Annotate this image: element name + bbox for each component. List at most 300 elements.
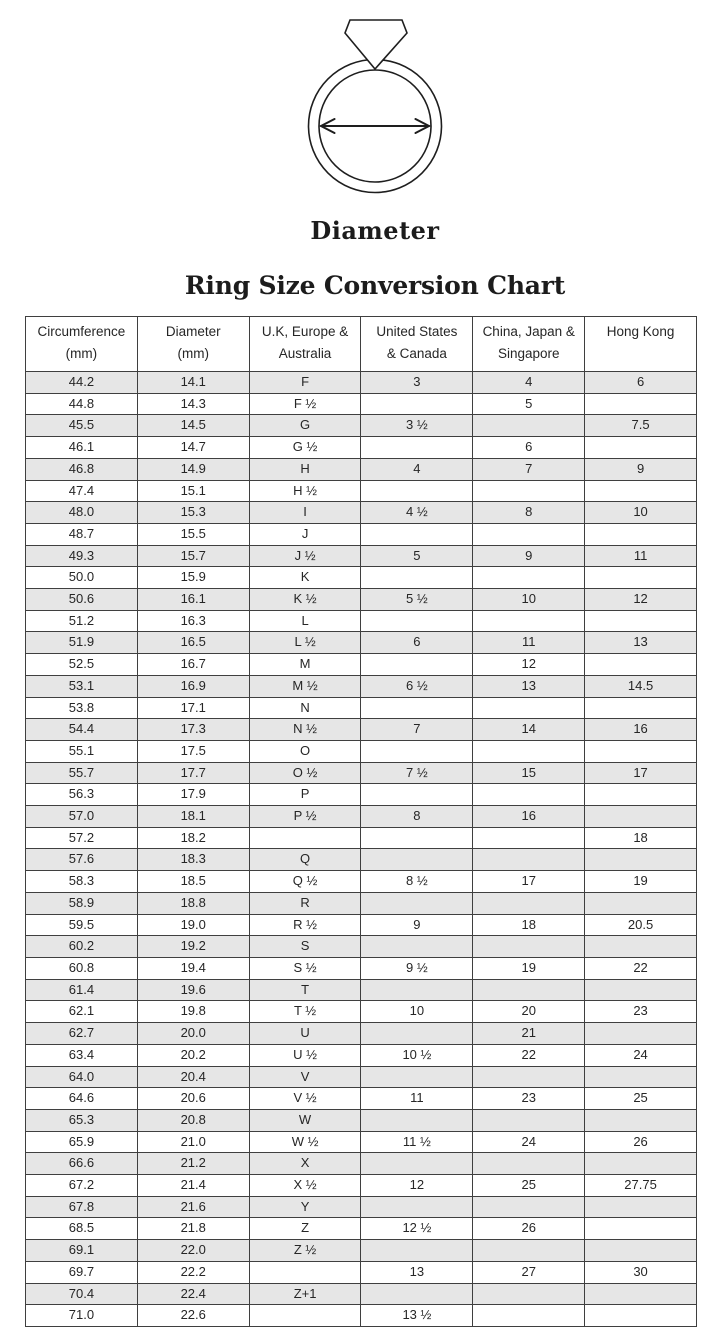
column-header-china-japan-singapore [473,317,585,372]
table-cell [473,480,585,502]
table-cell: 67.8 [26,1196,138,1218]
table-cell: 48.0 [26,502,138,524]
table-cell [585,654,697,676]
table-cell: 20 [473,1001,585,1023]
table-cell [585,1066,697,1088]
table-cell: 15.9 [137,567,249,589]
table-cell: 17.3 [137,719,249,741]
table-cell: 22.4 [137,1283,249,1305]
table-cell [361,1066,473,1088]
table-cell [473,740,585,762]
table-cell [361,610,473,632]
table-cell [361,437,473,459]
table-cell: 21.6 [137,1196,249,1218]
table-row [26,740,697,762]
table-cell: 19.6 [137,979,249,1001]
table-cell: 16.3 [137,610,249,632]
table-cell [585,610,697,632]
table-cell: 11 [361,1088,473,1110]
table-row [26,1283,697,1305]
table-cell: L [249,610,361,632]
table-cell: F ½ [249,393,361,415]
header-section [0,0,720,302]
table-cell: M ½ [249,675,361,697]
table-cell: N [249,697,361,719]
table-cell [361,979,473,1001]
table-row [26,502,697,524]
table-cell: 11 [473,632,585,654]
column-header-circumference [26,317,138,372]
table-cell: 69.7 [26,1261,138,1283]
table-cell: 10 [361,1001,473,1023]
diameter-arrow-icon [321,119,429,133]
table-cell: 16.5 [137,632,249,654]
table-cell: 19 [473,957,585,979]
table-cell [361,393,473,415]
table-cell: 71.0 [26,1305,138,1327]
table-cell: 16 [473,806,585,828]
table-cell: 53.8 [26,697,138,719]
column-header-us-canada [361,317,473,372]
table-cell: 12 ½ [361,1218,473,1240]
table-row [26,1109,697,1131]
table-cell: W ½ [249,1131,361,1153]
table-cell [361,1023,473,1045]
table-cell: 69.1 [26,1240,138,1262]
page-title: Ring Size Conversion Chart [184,271,566,300]
table-cell: 50.0 [26,567,138,589]
table-cell: 70.4 [26,1283,138,1305]
table-cell [585,892,697,914]
table-cell [361,523,473,545]
table-cell [585,523,697,545]
table-row [26,1218,697,1240]
table-body [26,372,697,1327]
table-cell: 14.7 [137,437,249,459]
table-cell: K ½ [249,589,361,611]
table-cell: 55.1 [26,740,138,762]
table-cell: 44.8 [26,393,138,415]
table-cell: 11 ½ [361,1131,473,1153]
table-cell: 13 ½ [361,1305,473,1327]
table-cell: 17 [585,762,697,784]
table-cell [585,480,697,502]
table-cell: Q ½ [249,871,361,893]
table-cell: 20.0 [137,1023,249,1045]
table-row [26,610,697,632]
table-cell [585,936,697,958]
table-cell: T [249,979,361,1001]
table-cell: U ½ [249,1044,361,1066]
table-cell: 14.9 [137,458,249,480]
table-row [26,806,697,828]
table-row [26,415,697,437]
table-cell [585,1153,697,1175]
table-cell: 24 [473,1131,585,1153]
table-cell [473,415,585,437]
column-header-line: Singapore [497,346,560,361]
column-header-line: (mm) [177,346,209,361]
table-cell [361,654,473,676]
table-cell: 17 [473,871,585,893]
table-cell [585,697,697,719]
table-cell: Z [249,1218,361,1240]
table-cell [473,1283,585,1305]
table-cell: 67.2 [26,1175,138,1197]
diameter-label: Diameter [310,216,440,245]
table-cell: G ½ [249,437,361,459]
table-row [26,1023,697,1045]
column-header-line: Australia [278,346,332,361]
table-cell: 49.3 [26,545,138,567]
table-cell: 10 [473,589,585,611]
table-cell: 9 [585,458,697,480]
table-cell: 3 ½ [361,415,473,437]
table-cell: H ½ [249,480,361,502]
table-cell: 8 [473,502,585,524]
table-cell [473,610,585,632]
table-cell [361,1240,473,1262]
table-cell: 15.1 [137,480,249,502]
column-header-line: Diameter [165,324,221,339]
table-cell [585,1283,697,1305]
table-cell: 17.9 [137,784,249,806]
table-cell: 4 ½ [361,502,473,524]
table-cell: 21.0 [137,1131,249,1153]
table-cell: 16.9 [137,675,249,697]
table-cell: 46.1 [26,437,138,459]
table-cell: 61.4 [26,979,138,1001]
table-row [26,654,697,676]
table-row [26,1001,697,1023]
table-cell [473,1240,585,1262]
table-cell: 22.0 [137,1240,249,1262]
table-cell: 10 ½ [361,1044,473,1066]
table-cell: 18 [473,914,585,936]
table-cell [249,827,361,849]
table-cell: 7 [473,458,585,480]
column-header-line: Hong Kong [606,324,675,339]
table-cell [473,1153,585,1175]
table-cell: O [249,740,361,762]
table-cell: 3 [361,372,473,394]
table-cell [585,1023,697,1045]
table-cell: 12 [585,589,697,611]
ring-size-table [25,316,697,1327]
table-cell: 4 [361,458,473,480]
table-cell: 22.6 [137,1305,249,1327]
table-cell [361,1196,473,1218]
table-cell: 21.8 [137,1218,249,1240]
table-cell: 18.2 [137,827,249,849]
table-cell: 18.3 [137,849,249,871]
table-cell [361,697,473,719]
table-row [26,372,697,394]
table-row [26,1240,697,1262]
table-cell: H [249,458,361,480]
table-cell: 45.5 [26,415,138,437]
table-cell: 27 [473,1261,585,1283]
table-cell: 7 [361,719,473,741]
table-cell [473,697,585,719]
table-cell [585,437,697,459]
table-cell: 19 [585,871,697,893]
table-cell: J [249,523,361,545]
table-cell: 26 [473,1218,585,1240]
table-cell: 25 [585,1088,697,1110]
table-cell: P ½ [249,806,361,828]
table-cell [585,1305,697,1327]
table-cell: 15 [473,762,585,784]
table-cell: 17.7 [137,762,249,784]
table-row [26,762,697,784]
table-cell: 9 [361,914,473,936]
table-cell: 14.1 [137,372,249,394]
table-cell: 6 [473,437,585,459]
table-cell: 18.8 [137,892,249,914]
table-row [26,1088,697,1110]
table-cell: 7.5 [585,415,697,437]
table-cell: 22 [473,1044,585,1066]
table-cell: K [249,567,361,589]
column-header-line: (mm) [65,346,98,361]
table-row [26,458,697,480]
table-cell: 62.7 [26,1023,138,1045]
table-row [26,1153,697,1175]
table-cell: 23 [585,1001,697,1023]
table-cell: 19.8 [137,1001,249,1023]
table-cell [361,892,473,914]
table-cell [249,1305,361,1327]
table-cell: 16 [585,719,697,741]
table-cell: 58.9 [26,892,138,914]
table-cell [473,849,585,871]
table-cell [361,849,473,871]
table-cell: 22.2 [137,1261,249,1283]
table-cell: 5 ½ [361,589,473,611]
table-cell: 60.2 [26,936,138,958]
table-cell: 14.5 [137,415,249,437]
diamond-icon [345,20,407,69]
table-cell: 9 [473,545,585,567]
table-cell [249,1261,361,1283]
column-header-line: China, Japan & [482,324,575,339]
table-cell: L ½ [249,632,361,654]
table-cell: Y [249,1196,361,1218]
table-cell: 63.4 [26,1044,138,1066]
table-cell: 14 [473,719,585,741]
table-cell: S [249,936,361,958]
table-cell: J ½ [249,545,361,567]
table-cell: 19.4 [137,957,249,979]
table-row [26,1196,697,1218]
table-row [26,957,697,979]
table-cell [585,1218,697,1240]
table-cell: U [249,1023,361,1045]
table-cell: 15.3 [137,502,249,524]
table-row [26,914,697,936]
table-row [26,1261,697,1283]
table-cell: 64.0 [26,1066,138,1088]
table-cell: 19.0 [137,914,249,936]
table-cell: 68.5 [26,1218,138,1240]
table-header-row [26,317,697,372]
table-cell [473,1305,585,1327]
table-cell [473,827,585,849]
table-cell [473,1196,585,1218]
table-cell: 20.8 [137,1109,249,1131]
table-cell: 6 [585,372,697,394]
table-cell: 57.0 [26,806,138,828]
table-cell: 51.9 [26,632,138,654]
table-cell: 8 [361,806,473,828]
table-row [26,697,697,719]
table-cell: 12 [361,1175,473,1197]
table-cell [361,1153,473,1175]
table-row [26,719,697,741]
table-row [26,849,697,871]
column-header-line: Circumference [37,324,126,339]
table-cell: 8 ½ [361,871,473,893]
table-cell: V ½ [249,1088,361,1110]
table-cell: 55.7 [26,762,138,784]
table-cell [473,979,585,1001]
table-cell [361,740,473,762]
table-cell: 56.3 [26,784,138,806]
table-cell [585,393,697,415]
table-cell: 17.1 [137,697,249,719]
table-cell [473,1109,585,1131]
table-cell: T ½ [249,1001,361,1023]
table-cell: 5 [361,545,473,567]
table-cell: 5 [473,393,585,415]
table-cell: X [249,1153,361,1175]
table-cell: 25 [473,1175,585,1197]
table-cell: 58.3 [26,871,138,893]
table-cell: 20.5 [585,914,697,936]
table-cell: 21.2 [137,1153,249,1175]
table-cell: 62.1 [26,1001,138,1023]
table-cell: 16.7 [137,654,249,676]
table-cell: N ½ [249,719,361,741]
table-cell: 57.6 [26,849,138,871]
table-cell: Z+1 [249,1283,361,1305]
table-cell: 7 ½ [361,762,473,784]
table-cell: 21 [473,1023,585,1045]
table-cell: G [249,415,361,437]
table-cell: 18 [585,827,697,849]
table-cell: R ½ [249,914,361,936]
table-cell: 44.2 [26,372,138,394]
table-cell: 13 [361,1261,473,1283]
table-cell [361,1283,473,1305]
table-cell: 66.6 [26,1153,138,1175]
table-cell [473,892,585,914]
table-cell: W [249,1109,361,1131]
table-cell [585,784,697,806]
column-header-uk-europe-australia [249,317,361,372]
table-cell [473,936,585,958]
table-cell: Q [249,849,361,871]
table-row [26,675,697,697]
table-cell: R [249,892,361,914]
table-cell: 15.7 [137,545,249,567]
table-row [26,1066,697,1088]
table-cell: 46.8 [26,458,138,480]
column-header-line: U.K, Europe & [261,324,349,339]
table-row [26,892,697,914]
table-cell [473,567,585,589]
table-cell [585,849,697,871]
table-cell [585,1240,697,1262]
table-row [26,480,697,502]
table-row [26,936,697,958]
table-cell: 15.5 [137,523,249,545]
table-cell: 48.7 [26,523,138,545]
table-cell: 16.1 [137,589,249,611]
table-cell: S ½ [249,957,361,979]
table-cell: 18.5 [137,871,249,893]
table-row [26,1175,697,1197]
column-header-line: United States [376,324,458,339]
table-cell [585,979,697,1001]
table-cell: 23 [473,1088,585,1110]
table-cell: 54.4 [26,719,138,741]
table-row [26,437,697,459]
table-cell: 20.6 [137,1088,249,1110]
table-cell [361,784,473,806]
table-cell: 30 [585,1261,697,1283]
table-cell: 65.3 [26,1109,138,1131]
table-cell: 12 [473,654,585,676]
table-row [26,827,697,849]
table-cell: 50.6 [26,589,138,611]
table-cell: 26 [585,1131,697,1153]
table-cell [361,1109,473,1131]
table-cell: O ½ [249,762,361,784]
table-row [26,1131,697,1153]
table-cell: V [249,1066,361,1088]
table-cell: M [249,654,361,676]
table-cell [585,1109,697,1131]
table-row [26,871,697,893]
table-row [26,979,697,1001]
table-cell: 20.4 [137,1066,249,1088]
ring-diagram [301,12,449,200]
table-cell [585,567,697,589]
table-cell: 59.5 [26,914,138,936]
table-cell [473,784,585,806]
table-row [26,545,697,567]
table-cell [361,827,473,849]
table-cell [585,1196,697,1218]
table-cell: 11 [585,545,697,567]
table-cell: 9 ½ [361,957,473,979]
table-cell: 51.2 [26,610,138,632]
table-cell [361,567,473,589]
table-cell: 14.3 [137,393,249,415]
table-cell: 22 [585,957,697,979]
table-cell: 13 [585,632,697,654]
table-row [26,393,697,415]
table-cell: 60.8 [26,957,138,979]
table-cell: Z ½ [249,1240,361,1262]
table-cell [585,806,697,828]
table-cell: 19.2 [137,936,249,958]
table-cell: X ½ [249,1175,361,1197]
table-row [26,523,697,545]
table-row [26,1044,697,1066]
